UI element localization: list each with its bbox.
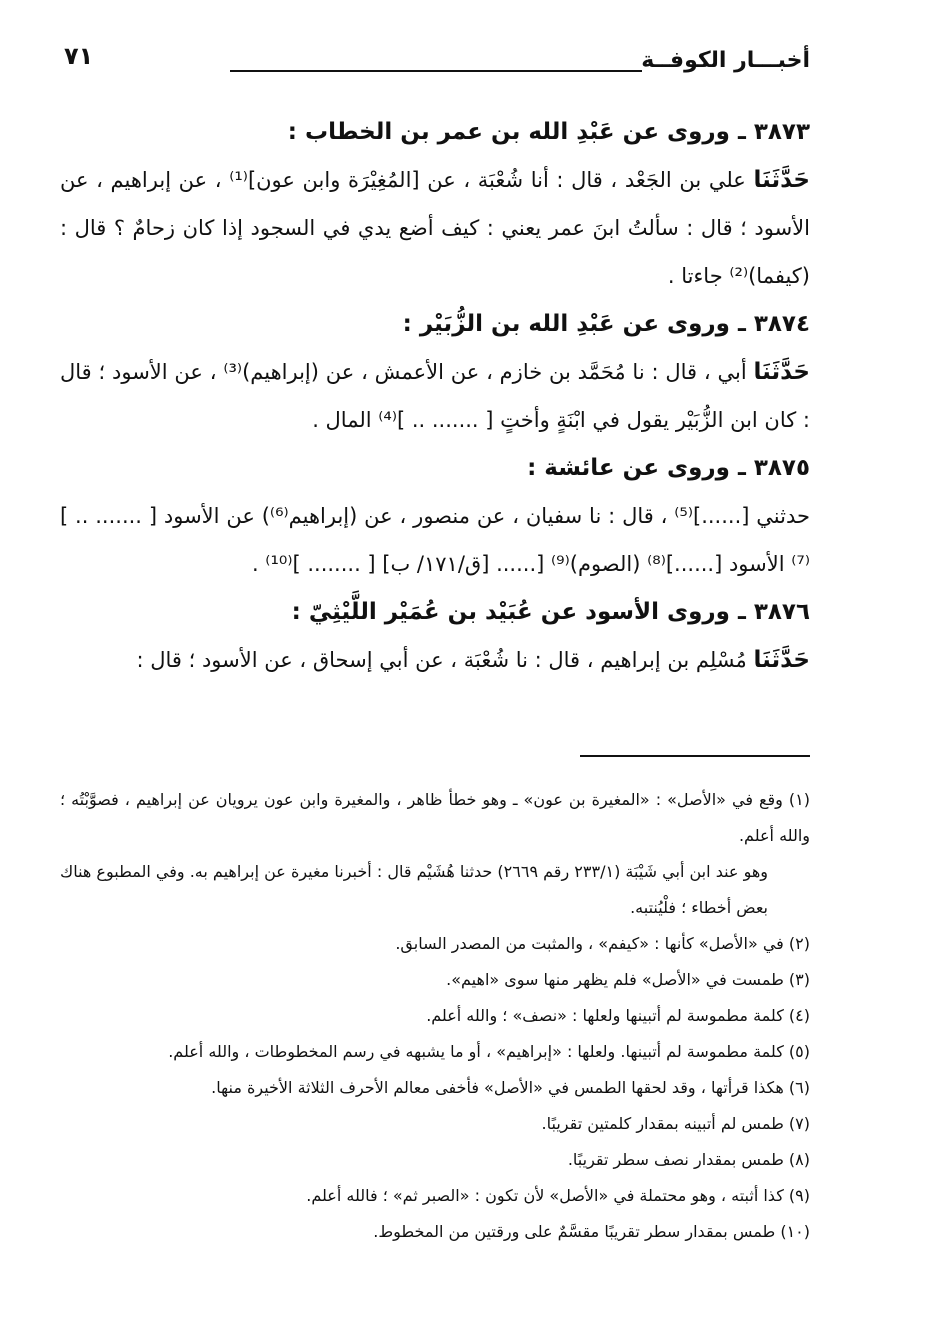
footnote-text: كلمة مطموسة لم أتبينها ولعلها : «نصف» ؛ والله أعلم.: [426, 1006, 784, 1025]
hadith-lead: حَدَّثَنَا: [753, 359, 810, 385]
footnote-text: طمس بمقدار نصف سطر تقريبًا.: [567, 1150, 784, 1169]
footnote-3: [60, 962, 810, 998]
page-number: ٧١: [64, 42, 94, 70]
footnote-10: [60, 1214, 810, 1250]
footnote-text: طمس بمقدار سطر تقريبًا مقسَّمٌ على ورقتين من المخطوط.: [373, 1222, 776, 1241]
footnote-text: في «الأصل» كأنها : «كيفم» ، والمثبت من المصدر السابق.: [395, 934, 784, 953]
running-head: أخبـــار الكوفــة: [641, 48, 810, 73]
footnote-text: طمس لم أتبينه بمقدار كلمتين تقريبًا.: [541, 1114, 784, 1133]
footnote-number: (٩): [788, 1186, 810, 1205]
footnote-number: (٥): [788, 1042, 810, 1061]
header-rule: [230, 70, 642, 72]
entry-paragraph: [60, 636, 810, 684]
entry-heading: ٣٨٧٣ ـ وروى عن عَبْدِ الله بن عمر بن الخطاب :: [287, 119, 810, 145]
hadith-text: علي بن الجَعْد ، قال : أنا شُعْبَة ، عن [المُغِيْرَة وابن عون]⁽¹⁾ ، عن إبراهيم ، عن الأسود ؛ قال : سألتُ ابنَ عمر يعني : كيف أضع يدي في السجود إذا كان زحامٌ ؟ قال : (كيفما)⁽²⁾ جاءتا .: [60, 168, 810, 288]
entry-heading: ٣٨٧٥ ـ وروى عن عائشة :: [527, 455, 810, 481]
footnote-number: (٤): [788, 1006, 810, 1025]
footnote-number: (٦): [788, 1078, 810, 1097]
footnote-text: وقع في «الأصل» : «المغيرة بن عون» ـ وهو خطأ ظاهر ، والمغيرة وابن عون يرويان عن إبراهيم ، فصوَّبْتُه ؛ والله أعلم.: [60, 790, 810, 845]
entry-paragraph: [60, 348, 810, 444]
footnote-number: (٧): [788, 1114, 810, 1133]
footnote-4: [60, 998, 810, 1034]
footnote-1: [60, 782, 810, 854]
hadith-text: حدثني [......]⁽⁵⁾ ، قال : نا سفيان ، عن منصور ، عن (إبراهيم⁽⁶⁾) عن الأسود [ ....... .. ]⁽⁷⁾ الأسود [......]⁽⁸⁾ (الصوم)⁽⁹⁾ [...... [ق/١٧١/ ب] [ ........ ]⁽¹⁰⁾ .: [60, 504, 810, 576]
footnote-5: [60, 1034, 810, 1070]
footnote-number: (٣): [788, 970, 810, 989]
footnote-2: [60, 926, 810, 962]
document-page: [60, 0, 810, 1333]
footnote-8: [60, 1142, 810, 1178]
footnote-number: (١٠): [780, 1222, 810, 1241]
footnote-7: [60, 1106, 810, 1142]
entry-paragraph: [60, 492, 810, 588]
main-text: [60, 108, 810, 684]
hadith-text: مُسْلِم بن إبراهيم ، قال : نا شُعْبَة ، عن أبي إسحاق ، عن الأسود ؛ قال :: [136, 648, 754, 672]
footnote-9: [60, 1178, 810, 1214]
footnote-number: (٢): [788, 934, 810, 953]
footnote-number: (٨): [788, 1150, 810, 1169]
hadith-lead: حَدَّثَنَا: [753, 167, 810, 193]
footnote-divider: [580, 755, 810, 757]
footnote-text: هكذا قرأتها ، وقد لحقها الطمس في «الأصل» فأخفى معالم الأحرف الثلاثة الأخيرة منها.: [211, 1078, 784, 1097]
footnote-number: (١): [788, 790, 811, 809]
entry-paragraph: [60, 156, 810, 300]
footnote-text: كلمة مطموسة لم أتبينها. ولعلها : «إبراهيم» ، أو ما يشبهه في رسم المخطوطات ، والله أعلم.: [168, 1042, 784, 1061]
footnote-1-continuation: وهو عند ابن أبي شَيْبَة (٢٣٣/١ رقم ٢٦٦٩) حدثنا هُشَيْم قال : أخبرنا مغيرة عن إبراهيم به. وفي المطبوع هناك بعض أخطاء ؛ فلْيُنتبه.: [60, 862, 769, 917]
footnotes: [60, 782, 810, 1250]
entry-heading: ٣٨٧٦ ـ وروى الأسود عن عُبَيْد بن عُمَيْر اللَّيْثِيّ :: [291, 599, 810, 625]
footnote-text: طمست في «الأصل» فلم يظهر منها سوى «اهيم».: [446, 970, 784, 989]
entry-heading: ٣٨٧٤ ـ وروى عن عَبْدِ الله بن الزُّبَيْر :: [402, 311, 810, 337]
hadith-text: أبي ، قال : نا مُحَمَّد بن خازم ، عن الأعمش ، عن (إبراهيم)⁽³⁾ ، عن الأسود ؛ قال : كان ابن الزُّبَيْر يقول في ابْنَةٍ وأختٍ [ ....... .. ]⁽⁴⁾ المال .: [60, 360, 810, 432]
footnote-text: كذا أثبته ، وهو محتملة في «الأصل» لأن تكون : «الصبر ثم» ؛ فالله أعلم.: [306, 1186, 784, 1205]
hadith-lead: حَدَّثَنَا: [753, 647, 810, 673]
footnote-6: [60, 1070, 810, 1106]
